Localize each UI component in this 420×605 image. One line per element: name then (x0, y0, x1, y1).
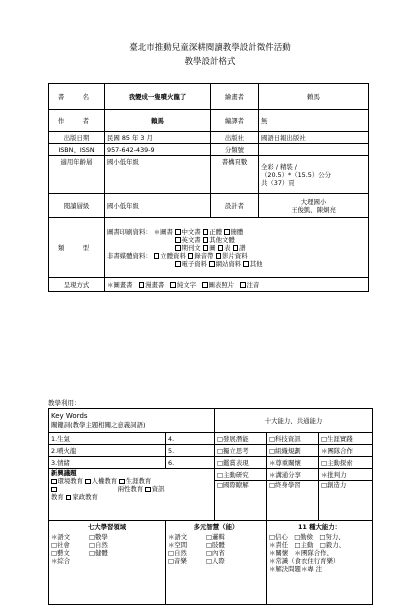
row-isbn (49, 144, 369, 156)
checkbox-icon (233, 245, 239, 251)
print-line-2 (107, 236, 366, 244)
ability-cell: □主動研究 (215, 469, 267, 481)
row-type (49, 218, 369, 278)
nonbook-line-1 (107, 252, 366, 260)
topic-human-rights: 人權教育 (91, 477, 118, 485)
keywords-header (49, 409, 215, 433)
age-label: 適用年齡層 (49, 156, 105, 194)
reading-level-value: 國小低年級 (105, 194, 211, 218)
new-topics-line-2 (51, 485, 212, 493)
nonbook-label: 非書媒體資料： (107, 251, 152, 260)
checkbox-icon (188, 253, 194, 259)
nonbook-item-website: 網站資料 (215, 259, 242, 268)
abilities11-row: □信心 □勤儉 □努力、 (269, 533, 345, 541)
print-item-figure: 圖 (209, 243, 216, 252)
print-label: 圖書印刷資料： (107, 227, 152, 236)
row-pub-date (49, 132, 369, 144)
intelligence-row: □音樂 □人際 (168, 557, 225, 565)
nonbook-item-tape: 錄音帶 (194, 251, 214, 260)
intelligence-row: ＊語文 □邏輯 (168, 533, 225, 541)
topic-gender: 兩性教育 (117, 485, 144, 493)
book-name-label: 書 名 (49, 84, 105, 110)
checkbox-icon (170, 282, 176, 288)
presentation-value (105, 278, 369, 292)
domain-row: □社會 □自然 (51, 541, 108, 549)
ability-cell: □終身學習 (267, 481, 319, 521)
checkbox-icon (154, 253, 160, 259)
new-topics-line-1 (51, 477, 212, 485)
designer-school: 大理國小 (300, 197, 327, 206)
keyword-cell: 1.生氣 (49, 433, 166, 445)
keyword-cell: 2.噴火龍 (49, 445, 166, 457)
checkbox-icon (175, 237, 181, 243)
row-author (49, 110, 369, 132)
presentation-label: 呈現方式 (49, 278, 105, 292)
pages-size: （20.5）*（15.5）公分 (261, 170, 331, 179)
topic-environment: 環境教育 (57, 477, 84, 485)
checkbox-icon (51, 487, 57, 493)
pages-label: 書構頁數 (211, 156, 259, 194)
ability-cell: ＊批判力 (319, 469, 373, 481)
isbn-value: 957-642-439-9 (105, 144, 211, 156)
designer-value (259, 194, 369, 218)
pub-date-value: 民國 85 年 3 月 (105, 132, 211, 144)
new-topics-title: 新興議題 (51, 469, 77, 477)
nonbook-item-video: 影片資料 (222, 251, 248, 260)
domains-header: 七大學習領域 (87, 523, 127, 531)
checkbox-icon (66, 495, 72, 501)
topic-home-economics: 家政教育 (72, 493, 98, 501)
print-item-simplified: 簡體 (230, 227, 244, 236)
ability-cell: □組織規劃 (267, 445, 319, 457)
publisher-label: 出版社 (211, 132, 259, 144)
nonbook-item-3d: 立體資料 (160, 251, 186, 260)
checkbox-icon (85, 479, 91, 485)
keyword-cell: 5. (166, 445, 215, 457)
ability-cell: □科技資訊 (267, 433, 319, 445)
type-value (105, 218, 369, 278)
ability-cell: □發展潛能 (215, 433, 267, 445)
checkbox-icon (145, 487, 151, 493)
ability-cell: □創造力 (319, 481, 373, 521)
checkbox-icon (218, 245, 224, 251)
usage-table (48, 408, 373, 605)
row-keywords-header (49, 409, 373, 433)
abilities11-cell (267, 521, 373, 605)
presentation-phonetic: 注音 (246, 280, 260, 289)
abilities11-row: ＊解決問題＊專 注 (269, 565, 323, 573)
reading-level-label: 閱讀層級 (49, 194, 105, 218)
checkbox-icon (175, 229, 181, 235)
print-item-picture-book: ＊圖書 (153, 227, 173, 236)
print-item-chinese: 中文書 (181, 227, 201, 236)
presentation-comic: 漫畫書 (145, 280, 165, 289)
print-item-english: 英文書 (181, 235, 201, 244)
illustrator-label: 繪畫者 (211, 84, 259, 110)
pages-format: 全彩 / 精裝 / (261, 162, 297, 171)
checkbox-icon (209, 261, 215, 267)
checkbox-icon (243, 261, 249, 267)
designer-label: 設計者 (211, 194, 259, 218)
classification-value (259, 144, 369, 156)
checkbox-icon (203, 245, 209, 251)
classification-label: 分類號 (211, 144, 259, 156)
age-value: 國小低年級 (105, 156, 211, 194)
checkbox-icon (175, 245, 181, 251)
topic-info-prefix: 資訊 (151, 485, 165, 493)
checkbox-icon (51, 479, 57, 485)
presentation-picture-book: ＊圖畫書 (107, 280, 133, 289)
page-title: 臺北市推動兒童深耕閱讀教學設計徵件活動 (129, 43, 291, 53)
ability-cell: ＊尊重關懷 (267, 457, 319, 469)
ability-cell: □鑑賞表現 (215, 457, 267, 469)
checkbox-icon (119, 479, 125, 485)
author-value: 賴馬 (105, 110, 211, 132)
pages-count: 共（37）頁 (261, 178, 295, 187)
intelligence-row: □自然 □內省 (168, 549, 225, 557)
editor-value: 無 (259, 110, 369, 132)
checkbox-icon (203, 229, 209, 235)
editor-label: 編譯者 (211, 110, 259, 132)
checkbox-icon (139, 282, 145, 288)
author-label: 作 者 (49, 110, 105, 132)
print-item-other: 其他文體 (209, 235, 235, 244)
checkbox-icon (216, 253, 222, 259)
nonbook-item-other: 其他 (249, 259, 263, 268)
ability-cell: □主動探索 (319, 457, 373, 469)
nonbook-item-electronic: 電子資料 (181, 259, 208, 268)
illustrator-value: 賴馬 (259, 84, 369, 110)
topic-info-suffix: 教育 (51, 493, 64, 501)
row-new-topics-1 (49, 469, 373, 481)
designer-names: 王俊凱、陳炯亮 (291, 205, 336, 214)
print-item-table: 表 (224, 243, 231, 252)
keyword-cell: 4. (166, 433, 215, 445)
checkbox-icon (203, 237, 209, 243)
checkbox-icon (202, 282, 208, 288)
domain-row: ＊語文 □數學 (51, 533, 108, 541)
ability-cell: □國際瞭解 (215, 481, 267, 521)
abilities11-header: 11 種大能力： (297, 523, 342, 531)
new-topics-line-3 (51, 493, 212, 501)
keyword-row (49, 433, 373, 445)
row-learning-areas (49, 521, 373, 605)
type-label: 類 型 (49, 218, 105, 278)
checkbox-icon (224, 229, 230, 235)
presentation-text: 純文字 (176, 280, 196, 289)
ability-cell: ＊溝通分享 (267, 469, 319, 481)
keyword-cell: 3.情緒 (49, 457, 166, 469)
intelligence-row: ＊空間 □肢體 (168, 541, 225, 549)
ability-cell: □生涯實踐 (319, 433, 373, 445)
teaching-usage-label: 教學利用： (48, 399, 81, 407)
keywords-subtitle: 關鍵詞(教學主題相關之意義詞語) (51, 420, 146, 429)
checkbox-icon (240, 282, 246, 288)
keyword-row (49, 445, 373, 457)
intelligence-header: 多元智慧（能） (193, 523, 239, 531)
keyword-row (49, 457, 373, 469)
print-line-1 (107, 228, 366, 236)
keyword-cell: 6. (166, 457, 215, 469)
ability-cell: □獨立思考 (215, 445, 267, 457)
row-age (49, 156, 369, 194)
nonbook-line-2 (107, 260, 366, 268)
abilities11-row: ＊責任 □主動 □毅力、 (269, 541, 345, 549)
keywords-title: Key Words (51, 412, 88, 421)
row-book-name (49, 84, 369, 110)
row-reading-level (49, 194, 369, 218)
intelligence-cell (166, 521, 267, 605)
pages-value (259, 156, 369, 194)
ability-cell: ＊團隊合作 (319, 445, 373, 457)
print-item-journal: 期刊文 (181, 243, 201, 252)
pub-date-label: 出版日期 (49, 132, 105, 144)
domains-cell (49, 521, 166, 605)
publisher-value: 國語日報出版社 (259, 132, 369, 144)
print-item-traditional: 正體 (209, 227, 222, 236)
presentation-photos: 圖表照片 (208, 280, 235, 289)
domain-row: ＊綜合 (51, 557, 71, 565)
page-subtitle: 教學設計格式 (184, 57, 236, 67)
print-item-score: 譜 (239, 243, 246, 252)
topic-career: 生涯教育 (125, 477, 152, 485)
checkbox-icon (175, 261, 181, 267)
new-topics-cell (49, 469, 215, 521)
book-info-table (48, 83, 369, 292)
print-line-3 (107, 244, 366, 252)
row-presentation (49, 278, 369, 292)
isbn-label: ISBN、ISSN (49, 144, 105, 156)
domain-row: □藝文 □健體 (51, 549, 108, 557)
book-name-value: 我變成一隻噴火龍了 (105, 84, 211, 110)
ability-header: 十大能力、共通能力 (215, 409, 373, 433)
abilities11-row: ＊常識（食衣住行育樂） (269, 557, 340, 565)
abilities11-row: ＊關懷 ＊團隊合作、 (269, 549, 333, 557)
